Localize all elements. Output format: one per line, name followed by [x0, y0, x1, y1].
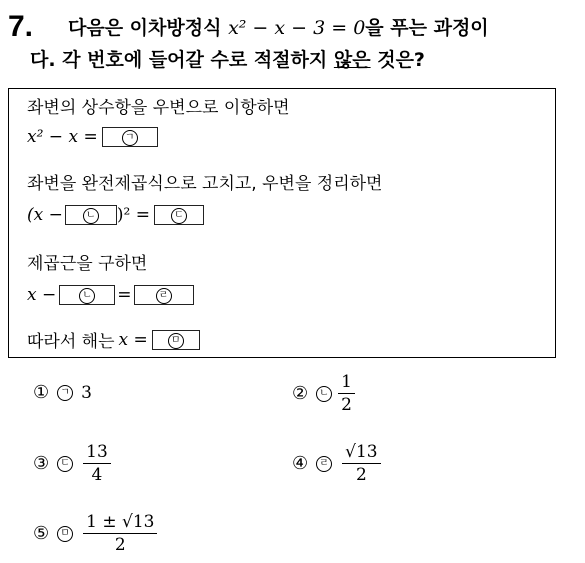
- choice-3[interactable]: [33, 442, 111, 485]
- choice-2-numerator: 1: [338, 372, 355, 394]
- choice-2[interactable]: [292, 372, 355, 415]
- blank-c-label: ㄷ: [171, 208, 187, 224]
- step2-math: [27, 205, 204, 225]
- question-line-2: [30, 45, 425, 72]
- blank-e: [152, 330, 200, 350]
- choice-1[interactable]: [33, 382, 92, 403]
- question-text-1a: 다음은 이차방정식: [68, 17, 229, 39]
- step4-text: 따라서 해는: [27, 332, 115, 352]
- step1-expression: x² − x =: [27, 127, 98, 147]
- blank-b-repeat: [59, 285, 115, 305]
- choice-2-label: ㄴ: [316, 386, 332, 402]
- step4-expression: x =: [118, 329, 148, 350]
- step3-equals: =: [117, 285, 132, 305]
- choice-3-label: ㄷ: [57, 456, 73, 472]
- choice-4-fraction: [342, 442, 380, 485]
- blank-b-label: ㄴ: [83, 208, 99, 224]
- choice-3-number: ③: [33, 453, 50, 474]
- choice-5-numerator: 1 ± √13: [83, 512, 157, 534]
- choice-4-denominator: 2: [355, 465, 367, 485]
- choice-5-denominator: 2: [114, 535, 126, 555]
- solution-box: [8, 88, 556, 358]
- step3-expression: x −: [27, 285, 57, 305]
- step3-math: [27, 285, 194, 305]
- blank-a: [102, 127, 158, 147]
- blank-a-label: ㄱ: [122, 130, 138, 146]
- choice-3-denominator: 4: [91, 465, 103, 485]
- choice-4-label: ㄹ: [316, 456, 332, 472]
- choice-3-numerator: 13: [83, 442, 111, 464]
- blank-e-label: ㅁ: [168, 333, 184, 349]
- blank-b-repeat-label: ㄴ: [79, 288, 95, 304]
- step2-close: )² =: [116, 205, 150, 225]
- question-text-1b: 을 푸는 과정이: [365, 17, 489, 39]
- choice-5-number: ⑤: [33, 523, 50, 544]
- step4-line: [27, 327, 200, 352]
- question-underlined-word: 않은: [333, 49, 371, 71]
- question-line-1: [68, 13, 489, 40]
- question-text-2a: 다. 각 번호에 들어갈 수로 적절하지: [30, 49, 334, 71]
- step2-text: 좌변을 완전제곱식으로 고치고, 우변을 정리하면: [27, 174, 383, 194]
- choice-2-denominator: 2: [341, 395, 352, 415]
- choice-5[interactable]: [33, 512, 157, 555]
- choice-2-number: ②: [292, 383, 309, 404]
- choice-2-fraction: [338, 372, 355, 415]
- blank-d: [134, 285, 194, 305]
- question-number: 7.: [8, 10, 34, 43]
- choice-3-fraction: [83, 442, 111, 485]
- choice-5-fraction: [83, 512, 157, 555]
- question-text-2b: 것은?: [370, 49, 425, 71]
- blank-d-label: ㄹ: [156, 288, 172, 304]
- choice-4-numerator: √13: [342, 442, 380, 464]
- step1-math: [27, 127, 158, 147]
- choice-1-number: ①: [33, 382, 50, 403]
- question-equation: x² − x − 3 = 0: [228, 17, 366, 39]
- step1-text: 좌변의 상수항을 우변으로 이항하면: [27, 98, 290, 118]
- blank-b: [65, 205, 117, 225]
- choice-1-label: ㄱ: [57, 385, 73, 401]
- step3-text: 제곱근을 구하면: [27, 254, 148, 274]
- choice-4[interactable]: [292, 442, 381, 485]
- choice-5-label: ㅁ: [57, 526, 73, 542]
- choice-4-number: ④: [292, 453, 309, 474]
- choice-1-value: 3: [81, 382, 92, 403]
- blank-c: [154, 205, 204, 225]
- step2-open: (x −: [27, 205, 63, 225]
